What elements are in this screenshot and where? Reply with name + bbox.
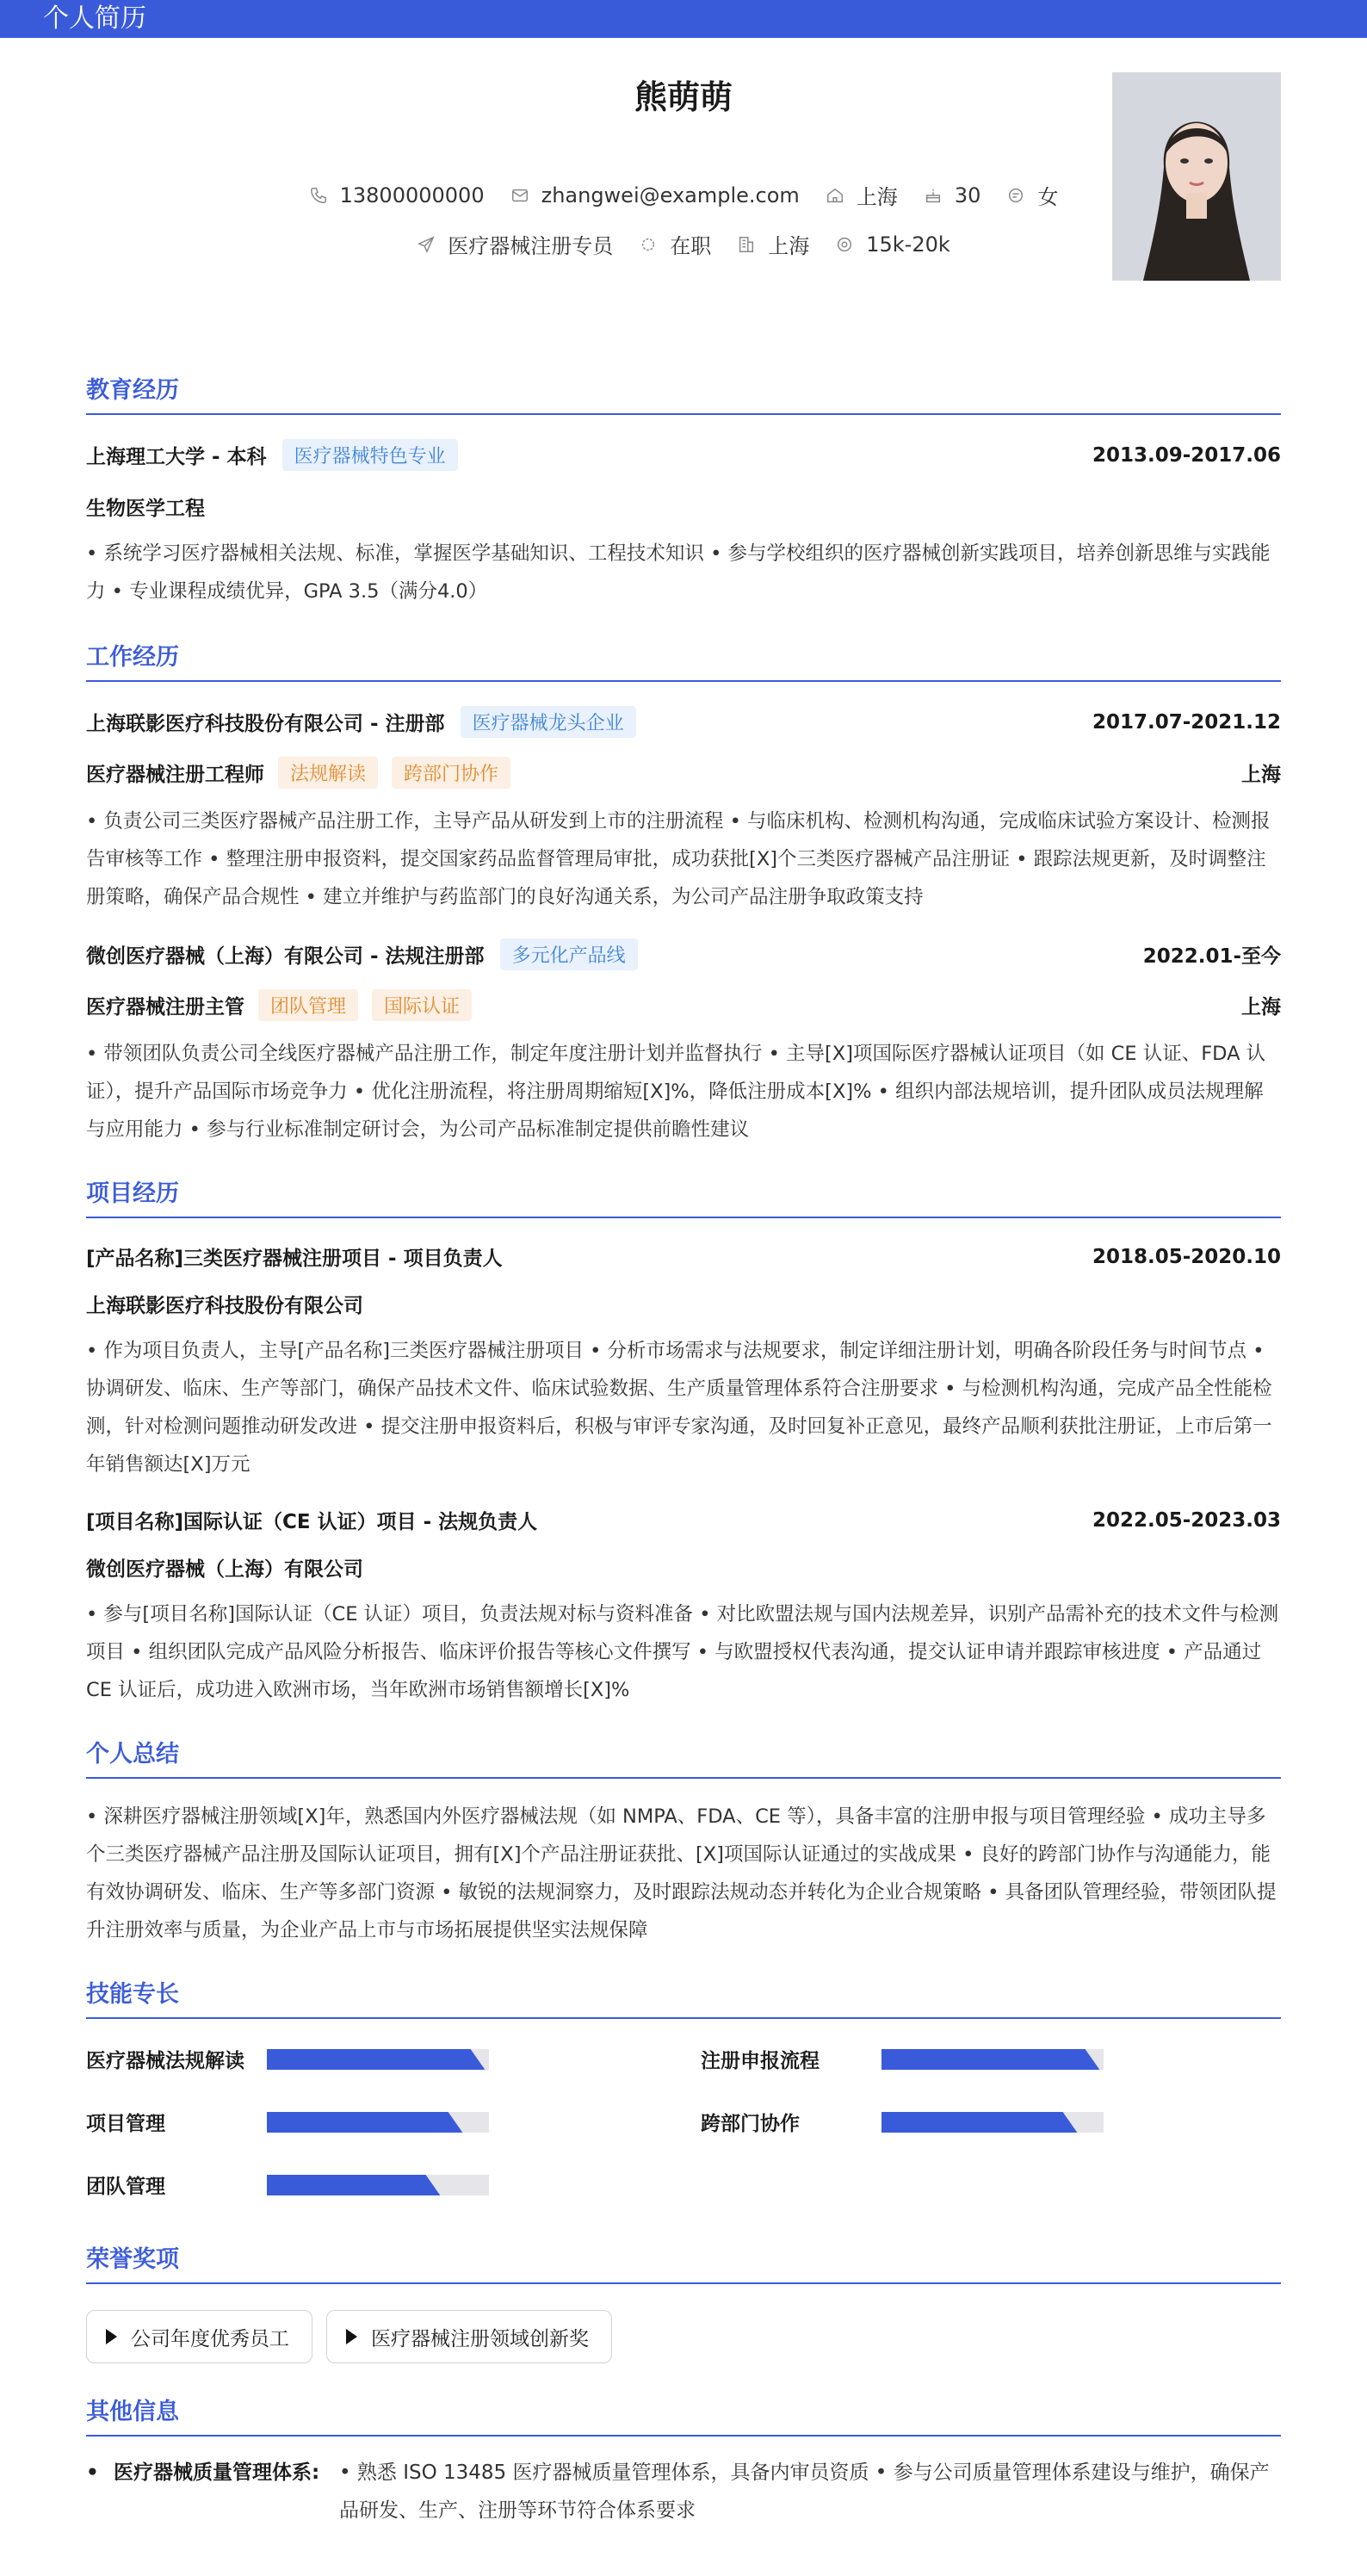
honors-list [86, 2310, 1281, 2363]
skill-fill [267, 2175, 424, 2195]
cake-icon [924, 186, 943, 205]
phone-text: 13800000000 [339, 183, 485, 207]
skill-fill [881, 2112, 1061, 2133]
honors-title: 荣誉奖项 [86, 2240, 1281, 2284]
phone-item [309, 183, 485, 207]
skill-item [86, 2045, 666, 2073]
summary-text: • 深耕医疗器械注册领域[X]年，熟悉国内外医疗器械法规（如 NMPA、FDA、CE 等），具备丰富的注册申报与项目管理经验 • 成功主导多个三类医疗器械产品注册及国际认证项目，拥有[X]个产品注册证获批、[X]项国际认证通过的实战成果 • 良好的跨部门协作与沟通能力，能有效协调研发、临床、生产等多部门资源 • 敏锐的法规洞察力，及时跟踪法规动态并转化为企业合规策略 • 具备团队管理经验，带领团队提升注册效率与质量，为企业产品上市与市场拓展提供坚实法规保障 [86, 1805, 1277, 1941]
job-title: 医疗器械注册工程师 [86, 764, 264, 786]
major: 生物医学工程 [86, 498, 205, 520]
target-city-item [737, 229, 809, 259]
work-role-row [86, 757, 1281, 789]
location-text: 上海 [856, 185, 898, 209]
honor-label: 公司年度优秀员工 [131, 2327, 289, 2350]
job-target-text: 医疗器械注册专员 [448, 234, 614, 258]
other-title: 其他信息 [86, 2393, 1281, 2437]
company-tag: 医疗器械龙头企业 [461, 706, 636, 738]
skill-item [86, 2108, 666, 2136]
work-desc: • 带领团队负责公司全线医疗器械产品注册工作，制定年度注册计划并监督执行 • 主导[X]项国际医疗器械认证项目（如 CE 认证、FDA 认证），提升产品国际市场竞争力 • 优化注册流程，将注册周期缩短[X]%，降低注册成本[X]% • 组织内部法规培训，提升团队成员法规理解与应用能力 • 参与行业标准制定研讨会，为公司产品标准制定提供前瞻性建议 [86, 1043, 1266, 1141]
work-section [86, 638, 1281, 1149]
skill-item [701, 2045, 1281, 2073]
email-item [510, 183, 800, 207]
project-date: 2022.05-2023.03 [1092, 1508, 1281, 1532]
skill-bar [881, 2112, 1104, 2133]
project-name: [产品名称]三类医疗器械注册项目 - 项目负责人 [86, 1248, 503, 1270]
skill-name: 跨部门协作 [701, 2113, 800, 2135]
school-tag: 医疗器械特色专业 [282, 439, 458, 471]
work-desc: • 负责公司三类医疗器械产品注册工作，主导产品从研发到上市的注册流程 • 与临床机构、检测机构沟通，完成临床试验方案设计、检测报告审核等工作 • 整理注册申报资料，提交国家药品监督管理局审批，成功获批[X]个三类医疗器械产品注册证 • 跟踪法规更新，及时调整注册策略，确保产品合规性 • 建立并维护与药监部门的良好沟通关系，为公司产品注册争取政策支持 [86, 810, 1271, 908]
project-desc: • 参与[项目名称]国际认证（CE 认证）项目，负责法规对标与资料准备 • 对比欧盟法规与国内法规差异，识别产品需补充的技术文件与检测项目 • 组织团队完成产品风险分析报告、临床评价报告等核心文件撰写 • 与欧盟授权代表沟通，提交认证申请并跟踪审核进度 • 产品通过 CE 认证后，成功进入欧洲市场，当年欧洲市场销售额增长[X]% [86, 1603, 1279, 1701]
skill-name: 项目管理 [86, 2113, 165, 2135]
skill-item [701, 2108, 1281, 2136]
profile-photo [1112, 72, 1281, 281]
project-org: 上海联影医疗科技股份有限公司 [86, 1295, 363, 1317]
honor-chip [86, 2310, 312, 2363]
other-text: • 熟悉 ISO 13485 医疗器械质量管理体系，具备内审员资质 • 参与公司质量管理体系建设与维护，确保产品研发、生产、注册等环节符合体系要求 [339, 2461, 1270, 2522]
project-header [86, 1242, 1281, 1271]
gender-item [1006, 180, 1058, 210]
triangle-icon [346, 2329, 357, 2344]
education-date: 2013.09-2017.06 [1092, 443, 1281, 467]
salary-item [835, 232, 950, 257]
send-icon [417, 235, 436, 254]
work-entry-header [86, 938, 1281, 970]
gender-text: 女 [1037, 185, 1059, 209]
phone-icon [309, 186, 328, 205]
skills-title: 技能专长 [86, 1975, 1281, 2019]
job-city: 上海 [1241, 764, 1281, 786]
top-bar-title: 个人简历 [43, 3, 146, 34]
target-city-text: 上海 [768, 234, 810, 258]
honor-chip [326, 2310, 612, 2363]
skill-item [86, 2170, 666, 2199]
projects-section [86, 1174, 1281, 1709]
work-role-row [86, 989, 1281, 1021]
location-item [826, 180, 898, 210]
contact-row [86, 180, 1281, 210]
triangle-icon [106, 2329, 117, 2344]
building-icon [737, 235, 756, 254]
skill-fill [267, 2112, 447, 2133]
work-date: 2022.01-至今 [1142, 945, 1281, 968]
education-section [86, 371, 1281, 610]
company-name: 上海联影医疗科技股份有限公司 - 注册部 [86, 713, 445, 735]
top-bar [0, 0, 1367, 38]
job-tag: 团队管理 [258, 989, 358, 1021]
skill-bar [267, 2049, 489, 2070]
home-icon [826, 186, 844, 205]
company-tag: 多元化产品线 [500, 938, 638, 970]
other-section [86, 2393, 1281, 2530]
summary-section [86, 1735, 1281, 1949]
age-item [924, 183, 981, 207]
status-item [639, 229, 711, 259]
job-city: 上海 [1241, 996, 1281, 1019]
other-label: 医疗器械质量管理体系: [114, 2461, 320, 2484]
profile-name: 熊萌萌 [634, 78, 733, 116]
skills-grid [86, 2045, 1281, 2199]
work-title: 工作经历 [86, 638, 1281, 682]
mail-icon [510, 186, 529, 205]
skill-fill [267, 2049, 469, 2070]
company-name: 微创医疗器械（上海）有限公司 - 法规注册部 [86, 945, 485, 968]
coin-icon [835, 235, 854, 254]
education-entry-header [86, 439, 1281, 471]
education-title: 教育经历 [86, 371, 1281, 415]
email-text: zhangwei@example.com [541, 183, 800, 207]
skill-name: 团队管理 [86, 2176, 165, 2198]
project-date: 2018.05-2020.10 [1092, 1245, 1281, 1268]
work-date: 2017.07-2021.12 [1092, 710, 1281, 734]
status-icon [639, 235, 658, 254]
project-org: 微创医疗器械（上海）有限公司 [86, 1558, 363, 1581]
honor-label: 医疗器械注册领域创新奖 [371, 2327, 589, 2350]
status-text: 在职 [670, 234, 712, 258]
other-item [86, 2454, 1281, 2530]
job-target-item [417, 229, 613, 259]
profile-header [86, 38, 1281, 322]
skills-section [86, 1975, 1281, 2199]
job-intent-row [86, 229, 1281, 259]
summary-title: 个人总结 [86, 1735, 1281, 1779]
bullet-icon: • [86, 2461, 99, 2484]
project-desc: • 作为项目负责人，主导[产品名称]三类医疗器械注册项目 • 分析市场需求与法规要求，制定详细注册计划，明确各阶段任务与时间节点 • 协调研发、临床、生产等部门，确保产品技术文件、临床试验数据、生产质量管理体系符合注册要求 • 与检测机构沟通，完成产品全性能检测，针对检测问题推动研发改进 • 提交注册申报资料后，积极与审评专家沟通，及时回复补正意见，最终产品顺利获批注册证，上市后第一年销售额达[X]万元 [86, 1340, 1272, 1476]
job-tag: 法规解读 [278, 757, 378, 789]
skill-bar [267, 2175, 489, 2195]
projects-title: 项目经历 [86, 1174, 1281, 1218]
skill-bar [267, 2112, 489, 2133]
school-name: 上海理工大学 - 本科 [86, 446, 267, 468]
skill-name: 医疗器械法规解读 [86, 2050, 244, 2072]
salary-text: 15k-20k [866, 232, 950, 257]
project-header [86, 1506, 1281, 1534]
skill-name: 注册申报流程 [701, 2050, 820, 2072]
work-entry-header [86, 706, 1281, 738]
age-text: 30 [954, 183, 981, 207]
education-desc: • 系统学习医疗器械相关法规、标准，掌握医学基础知识、工程技术知识 • 参与学校组织的医疗器械创新实践项目，培养创新思维与实践能力 • 专业课程成绩优异，GPA 3.5（满分4.0） [86, 542, 1271, 603]
job-tag: 跨部门协作 [392, 757, 510, 789]
skill-fill [881, 2049, 1084, 2070]
project-name: [项目名称]国际认证（CE 认证）项目 - 法规负责人 [86, 1511, 538, 1533]
skill-bar [881, 2049, 1104, 2070]
gender-icon [1006, 186, 1025, 205]
job-title: 医疗器械注册主管 [86, 996, 244, 1019]
job-tag: 国际认证 [372, 989, 472, 1021]
honors-section [86, 2240, 1281, 2363]
